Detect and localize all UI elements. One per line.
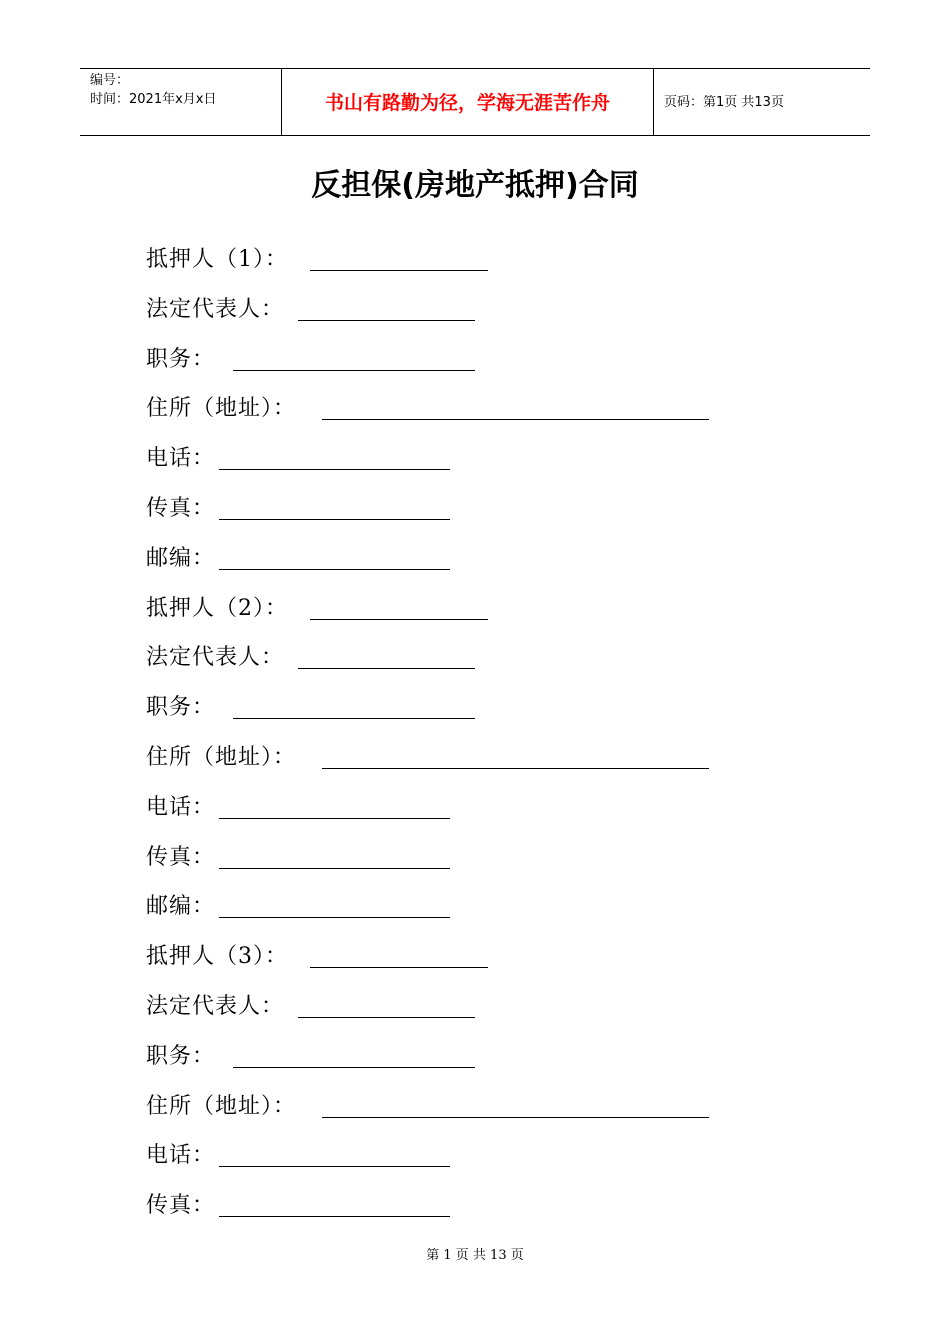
field-label: 电话： (146, 1143, 216, 1169)
field-label: 抵押人（2）： (146, 595, 288, 621)
fill-in-blank[interactable] (233, 370, 475, 371)
form-field-position-2 (146, 686, 796, 736)
field-label: 电话： (146, 446, 216, 472)
fill-in-blank[interactable] (298, 320, 475, 321)
field-label: 职务： (146, 1043, 216, 1069)
field-label: 抵押人（1）： (146, 247, 288, 272)
fill-in-blank[interactable] (219, 469, 450, 470)
fill-in-blank[interactable] (310, 270, 488, 271)
form-field-fax-3 (146, 1184, 796, 1234)
field-label: 法定代表人： (146, 296, 285, 322)
form-field-fax-2 (146, 836, 796, 886)
form-fields (146, 238, 796, 1234)
fill-in-blank[interactable] (219, 569, 450, 570)
form-field-position-1 (146, 338, 796, 388)
field-label: 职务： (146, 346, 216, 372)
field-label: 抵押人（3）： (146, 944, 288, 970)
field-label: 住所（地址）： (146, 1093, 297, 1119)
field-label: 住所（地址）： (146, 744, 297, 770)
form-field-phone-1 (146, 437, 796, 487)
form-field-legal-representative-1 (146, 288, 796, 338)
fill-in-blank[interactable] (219, 917, 450, 918)
field-label: 邮编： (146, 545, 216, 571)
document-time-label: 时间：2021年x月x日 (90, 92, 217, 107)
header-motto-cell (282, 69, 654, 135)
form-field-postcode-1 (146, 537, 796, 587)
form-field-phone-2 (146, 786, 796, 836)
field-label: 法定代表人： (146, 645, 285, 671)
fill-in-blank[interactable] (219, 1216, 450, 1217)
field-label: 电话： (146, 794, 216, 820)
fill-in-blank[interactable] (233, 718, 475, 719)
fill-in-blank[interactable] (322, 419, 709, 420)
fill-in-blank[interactable] (298, 668, 475, 669)
form-field-mortgagor-3 (146, 935, 796, 985)
fill-in-blank[interactable] (322, 1117, 709, 1118)
form-field-mortgagor-1 (146, 238, 796, 288)
header-page-info: 页码：第1页 共13页 (664, 95, 784, 110)
document-header (80, 68, 870, 136)
header-page-cell (654, 69, 870, 135)
form-field-postcode-2 (146, 885, 796, 935)
header-info-cell (80, 69, 282, 135)
form-field-phone-3 (146, 1134, 796, 1184)
document-number-label: 编号： (90, 73, 130, 88)
form-field-address-1 (146, 387, 796, 437)
field-label: 传真： (146, 495, 216, 521)
field-label: 传真： (146, 844, 216, 870)
form-field-legal-representative-3 (146, 985, 796, 1035)
field-label: 邮编： (146, 894, 216, 920)
form-field-mortgagor-2 (146, 587, 796, 637)
fill-in-blank[interactable] (322, 768, 709, 769)
fill-in-blank[interactable] (219, 868, 450, 869)
field-label: 传真： (146, 1193, 216, 1219)
fill-in-blank[interactable] (219, 1166, 450, 1167)
fill-in-blank[interactable] (219, 818, 450, 819)
field-label: 法定代表人： (146, 993, 285, 1019)
field-label: 住所（地址）： (146, 396, 297, 422)
fill-in-blank[interactable] (310, 619, 488, 620)
fill-in-blank[interactable] (219, 519, 450, 520)
document-title: 反担保(房地产抵押)合同 (311, 168, 639, 203)
form-field-address-3 (146, 1085, 796, 1135)
field-label: 职务： (146, 695, 216, 721)
fill-in-blank[interactable] (298, 1017, 475, 1018)
form-field-legal-representative-2 (146, 636, 796, 686)
fill-in-blank[interactable] (233, 1067, 475, 1068)
header-motto: 书山有路勤为径，学海无涯苦作舟 (324, 92, 610, 114)
form-field-address-2 (146, 736, 796, 786)
fill-in-blank[interactable] (310, 967, 488, 968)
form-field-fax-1 (146, 487, 796, 537)
form-field-position-3 (146, 1035, 796, 1085)
page-footer: 第 1 页 共 13 页 (426, 1248, 524, 1263)
